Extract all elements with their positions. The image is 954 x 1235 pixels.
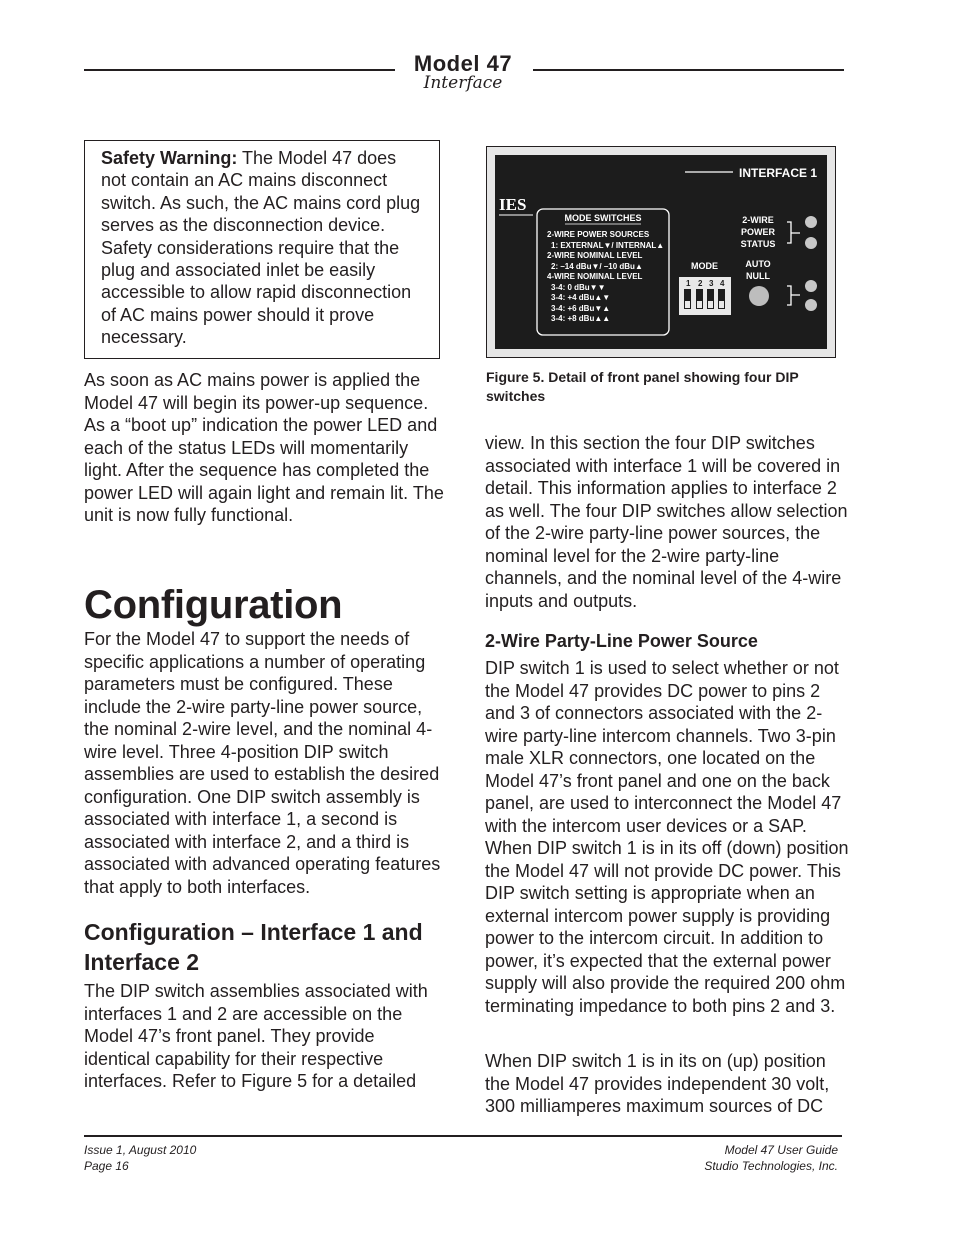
footer-issue: Issue 1, August 2010: [84, 1143, 197, 1157]
legend-line-1: 2-WIRE POWER SOURCES: [547, 230, 650, 239]
right-paragraph-1: view. In this section the four DIP switches associated with interface 1 will be covered in detail. This information applies to interface 2 as well. The four DIP switches allow selection of the 2-wire party-line power sources, the nominal level for the 2-wire party-line channels, and the nominal level of the 4-wire inputs and outputs.: [485, 433, 848, 611]
footer-company: Studio Technologies, Inc.: [704, 1158, 838, 1173]
header-model: Model 47: [413, 51, 513, 76]
auto-null-label-2: NULL: [746, 271, 770, 281]
safety-warning-body: The Model 47 does not contain an AC mains disconnect switch. As such, the AC mains cord plug serves as the disconnection device. Safety considerations require that the plug and associated inlet be easily accessible to allow rapid disconnection of AC mains power should it prove necessary.: [101, 148, 421, 348]
power-source-heading: 2-Wire Party-Line Power Source: [485, 631, 758, 651]
status-led-2: [805, 237, 817, 249]
legend-line-2: 1: EXTERNAL▼/ INTERNAL▲: [551, 241, 665, 250]
left-paragraph-1-wrap: [84, 369, 444, 527]
right-paragraph-2: DIP switch 1 is used to select whether or not the Model 47 provides DC power to pins 2 and 3 of connectors associated with the 2-wire party-line intercom channels. Two 3-pin male XLR connectors, one located on the Model 47’s front panel and one on the back panel, are used to interconnect the Model 47 with the intercom user devices or a SAP. When DIP switch 1 is in its off (down) position the Model 47 will not provide DC power. This DIP switch setting is appropriate when an external intercom power supply is providing power to the intercom circuit. In addition to power, it’s expected that the external power supply will also provide the required 200 ohm terminating impedance to both pins 2 and 3.: [485, 658, 849, 1016]
front-panel-image: [495, 155, 827, 349]
interface-subheading: Configuration – Interface 1 and Interface 2: [84, 919, 423, 975]
interface-subheading-wrap: [84, 917, 434, 977]
left-paragraph-2-wrap: [84, 628, 444, 898]
footer-page-number: Page 16: [84, 1158, 129, 1173]
left-paragraph-3-wrap: [84, 980, 444, 1093]
mode-switches-title: MODE SWITCHES: [564, 213, 642, 223]
right-paragraph-2-wrap: [485, 657, 850, 1017]
auto-null-label-1: AUTO: [745, 259, 771, 269]
header-rule-left: [84, 69, 395, 71]
dip-switch-number-2: 2: [698, 279, 703, 288]
legend-line-7: 3-4: +4 dBu▲▼: [551, 293, 611, 302]
null-led-1: [805, 280, 817, 292]
interface-1-label: INTERFACE 1: [739, 166, 818, 180]
footer-rule: [84, 1135, 842, 1137]
legend-line-6: 3-4: 0 dBu▼▼: [551, 283, 606, 292]
power-source-heading-wrap: [485, 630, 850, 652]
null-led-2: [805, 299, 817, 311]
power-status-label-1: 2-WIRE: [742, 215, 774, 225]
right-paragraph-3: When DIP switch 1 is in its on (up) position the Model 47 provides independent 30 volt, 300 milliamperes maximum sources of DC: [485, 1051, 830, 1116]
dip-switch-number-3: 3: [709, 279, 714, 288]
safety-warning-text: [101, 147, 425, 349]
safety-warning-box: [84, 140, 440, 359]
dip-switch-number-1: 1: [686, 279, 691, 288]
figure-5: [486, 146, 836, 358]
configuration-heading: Configuration: [84, 583, 343, 627]
footer-left: [84, 1143, 196, 1174]
auto-null-button[interactable]: [749, 286, 769, 306]
left-paragraph-2: For the Model 47 to support the needs of specific applications a number of operating parameters must be configured. These include the 2-wire party-line power source, the nominal 2-wire level, and the nominal 4-wire level. Three 4-position DIP switch assemblies are used to establish the desired configuration. One DIP switch assembly is associated with interface 1, a second is associated with interface 2, and a third is associated with advanced operating features that apply to both interfaces.: [84, 629, 441, 897]
footer-guide-title: Model 47 User Guide: [724, 1143, 838, 1157]
header-rule-right: [533, 69, 844, 71]
legend-line-5: 4-WIRE NOMINAL LEVEL: [547, 272, 643, 281]
legend-line-4: 2: –14 dBu▼/ –10 dBu▲: [551, 262, 643, 271]
configuration-heading-wrap: [84, 583, 444, 627]
front-panel-drawing: [495, 155, 827, 349]
power-status-label-3: STATUS: [740, 239, 776, 249]
status-led-1: [805, 216, 817, 228]
footer-right: [704, 1143, 838, 1174]
legend-line-3: 2-WIRE NOMINAL LEVEL: [547, 251, 643, 260]
right-paragraph-1-wrap: [485, 432, 850, 612]
left-paragraph-1: As soon as AC mains power is applied the Model 47 will begin its power-up sequence. As a “boot up” indication the power LED and each of the status LEDs will momentarily light. After the sequence has completed the power LED will again light and remain lit. The unit is now fully functional.: [84, 370, 444, 525]
safety-warning-label: Safety Warning:: [101, 148, 238, 168]
right-paragraph-3-wrap: [485, 1050, 850, 1118]
legend-line-9: 3-4: +8 dBu▲▲: [551, 314, 611, 323]
power-status-label-2: POWER: [740, 227, 776, 237]
figure-5-caption: Figure 5. Detail of front panel showing four DIP switches: [486, 369, 799, 404]
legend-line-8: 3-4: +6 dBu▼▲: [551, 304, 611, 313]
dip-switch-number-4: 4: [720, 279, 725, 288]
header-subtitle: Interface: [423, 73, 503, 93]
brand-fragment: IES: [499, 195, 527, 214]
mode-label: MODE: [691, 261, 718, 271]
left-paragraph-3: The DIP switch assemblies associated with interfaces 1 and 2 are accessible on the Model 47’s front panel. They provide identical capability for their respective interfaces. Refer to Figure 5 for a detailed: [84, 981, 428, 1091]
